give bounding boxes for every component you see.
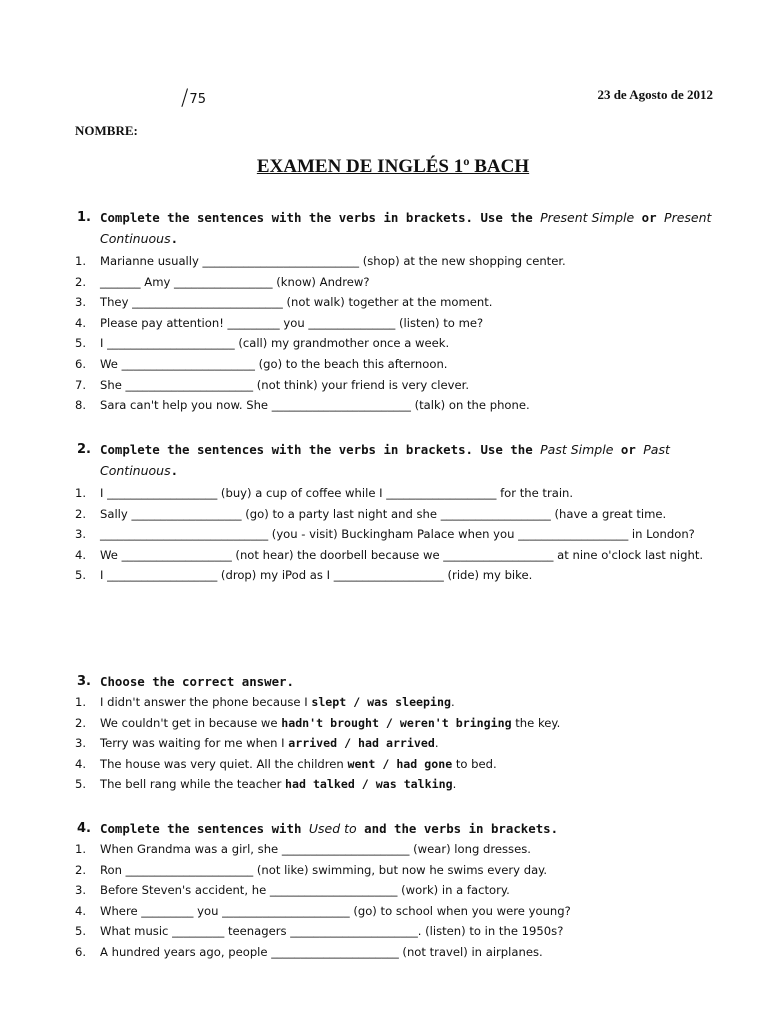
list-item: 3. Terry was waiting for me when I arrived / had arrived. (75, 736, 439, 751)
heading-em: Present (664, 210, 712, 225)
list-item: 4. We ___________________ (not hear) the doorbell because we ___________________ at nine o'clock last night. (75, 547, 704, 562)
list-item: 3. Before Steven's accident, he ______________________ (work) in a factory. (75, 883, 510, 898)
heading-em: Used to (308, 821, 357, 836)
section-heading (75, 671, 715, 692)
item-text: What music _________ teenagers ______________________. (listen) to in the 1950s? (100, 924, 564, 939)
item-text: . (450, 695, 455, 709)
item-text: the key. (511, 715, 561, 730)
score-slash: / (181, 86, 189, 111)
list-item: 1. I ___________________ (buy) a cup of coffee while I ___________________ for the train. (75, 486, 574, 500)
list-item: 7. She ______________________ (not think) your friend is very clever. (75, 377, 470, 392)
item-text: Sara can't help you now. She ________________________ (talk) on the phone. (100, 398, 530, 413)
heading-text: . (170, 463, 179, 478)
heading-text: Complete the sentences with (100, 821, 309, 836)
item-text: Where _________ you ______________________ (go) to school when you were young? (100, 903, 571, 918)
answer-choice: arrived / had arrived (288, 736, 435, 751)
item-text: We couldn't get in because we (100, 715, 282, 730)
list-item: 2. _______ Amy _________________ (know) Andrew? (75, 274, 370, 289)
list-item: 4. The house was very quiet. All the children went / had gone to bed. (75, 756, 497, 771)
section-number: 2. (77, 442, 91, 457)
list-item: 6. We _______________________ (go) to the beach this afternoon. (75, 356, 448, 371)
heading-text: Complete the sentences with the verbs in brackets. Use the (100, 442, 541, 457)
section-1 (75, 207, 715, 416)
heading-text: or (613, 442, 644, 457)
name-label: NOMBRE: (75, 123, 138, 138)
section-heading (75, 818, 715, 839)
list-item: 6. A hundred years ago, people ______________________ (not travel) in airplanes. (75, 944, 543, 959)
item-text: I ___________________ (buy) a cup of coffee while I ___________________ for the train. (100, 486, 574, 500)
item-text: . (452, 777, 457, 792)
item-text: Sally ___________________ (go) to a party last night and she ___________________ (have a great time. (100, 506, 667, 521)
item-text: I ___________________ (drop) my iPod as I ___________________ (ride) my bike. (100, 568, 533, 583)
list-item: 5. I ___________________ (drop) my iPod as I ___________________ (ride) my bike. (75, 568, 533, 583)
answer-choice: had talked / was talking (285, 777, 453, 792)
list-item: 4. Where _________ you ______________________ (go) to school when you were young? (75, 903, 571, 918)
item-text: Please pay attention! _________ you _______________ (listen) to me? (100, 315, 484, 330)
item-text: Marianne usually ___________________________ (shop) at the new shopping center. (100, 254, 566, 268)
list-item: 1. I didn't answer the phone because I slept / was sleeping. (75, 695, 455, 709)
section-heading (75, 207, 715, 249)
heading-text: or (634, 210, 665, 225)
heading-em: Past Simple (540, 442, 614, 457)
item-text: _____________________________ (you - visit) Buckingham Palace when you ___________________ in London? (100, 527, 695, 542)
item-text: Before Steven's accident, he ______________________ (work) in a factory. (100, 883, 510, 898)
list-item: 4. Please pay attention! _________ you _______________ (listen) to me? (75, 315, 484, 330)
heading-text: Choose the correct answer. (100, 674, 294, 689)
score-box (181, 86, 206, 111)
list-item: 1. Marianne usually ___________________________ (shop) at the new shopping center. (75, 254, 566, 268)
exam-date: 23 de Agosto de 2012 (597, 87, 713, 102)
list-item: 8. Sara can't help you now. She ________________________ (talk) on the phone. (75, 398, 530, 413)
list-item: 5. The bell rang while the teacher had talked / was talking. (75, 777, 457, 792)
heading-text: Complete the sentences with the verbs in brackets. Use the (100, 210, 541, 225)
section-number: 3. (77, 674, 91, 689)
heading-em: Present Simple (540, 210, 635, 225)
list-item: 5. I ______________________ (call) my grandmother once a week. (75, 336, 450, 351)
list-item: 2. Ron ______________________ (not like) swimming, but now he swims every day. (75, 862, 548, 877)
item-text: She ______________________ (not think) your friend is very clever. (100, 377, 470, 392)
score-total: 75 (189, 92, 206, 107)
item-text: Ron ______________________ (not like) swimming, but now he swims every day. (100, 862, 548, 877)
item-text: . (434, 736, 439, 751)
heading-em: Continuous (100, 231, 171, 246)
list-item: 3. They __________________________ (not walk) together at the moment. (75, 295, 493, 310)
heading-text: . (170, 231, 179, 246)
item-text: We ___________________ (not hear) the doorbell because we ___________________ at nine o'clock last night. (100, 547, 704, 562)
item-text: We _______________________ (go) to the beach this afternoon. (100, 356, 448, 371)
list-item: 2. We couldn't get in because we hadn't brought / weren't bringing the key. (75, 715, 561, 730)
heading-em: Continuous (100, 463, 171, 478)
section-3 (75, 671, 715, 795)
item-text: Terry was waiting for me when I (100, 736, 289, 751)
answer-choice: slept / was sleeping (311, 695, 451, 709)
list-item: 3. _____________________________ (you - visit) Buckingham Palace when you ___________________ in London? (75, 527, 695, 542)
page-title: EXAMEN DE INGLÉS 1º BACH (256, 156, 530, 177)
section-4 (75, 818, 715, 963)
item-text: The bell rang while the teacher (100, 777, 286, 792)
list-item: 2. Sally ___________________ (go) to a party last night and she ___________________ (have a great time. (75, 506, 667, 521)
answer-choice: went / had gone (347, 756, 453, 771)
section-number: 4. (77, 821, 91, 836)
item-text: I ______________________ (call) my grandmother once a week. (100, 336, 450, 351)
item-text: A hundred years ago, people ______________________ (not travel) in airplanes. (100, 944, 543, 959)
heading-em: Past (643, 442, 670, 457)
list-item: 1. When Grandma was a girl, she ______________________ (wear) long dresses. (75, 842, 531, 856)
list-item: 5. What music _________ teenagers ______________________. (listen) to in the 1950s? (75, 924, 564, 939)
answer-choice: hadn't brought / weren't bringing (281, 715, 512, 730)
item-text: The house was very quiet. All the children (100, 756, 348, 771)
item-text: I didn't answer the phone because I (100, 695, 312, 709)
section-heading (75, 439, 715, 481)
section-2 (75, 439, 715, 586)
section-number: 1. (77, 210, 91, 225)
item-text: When Grandma was a girl, she ______________________ (wear) long dresses. (100, 842, 531, 856)
item-text: to bed. (452, 756, 497, 771)
item-text: _______ Amy _________________ (know) Andrew? (100, 274, 370, 289)
item-text: They __________________________ (not walk) together at the moment. (100, 295, 493, 310)
heading-text: and the verbs in brackets. (356, 821, 559, 836)
